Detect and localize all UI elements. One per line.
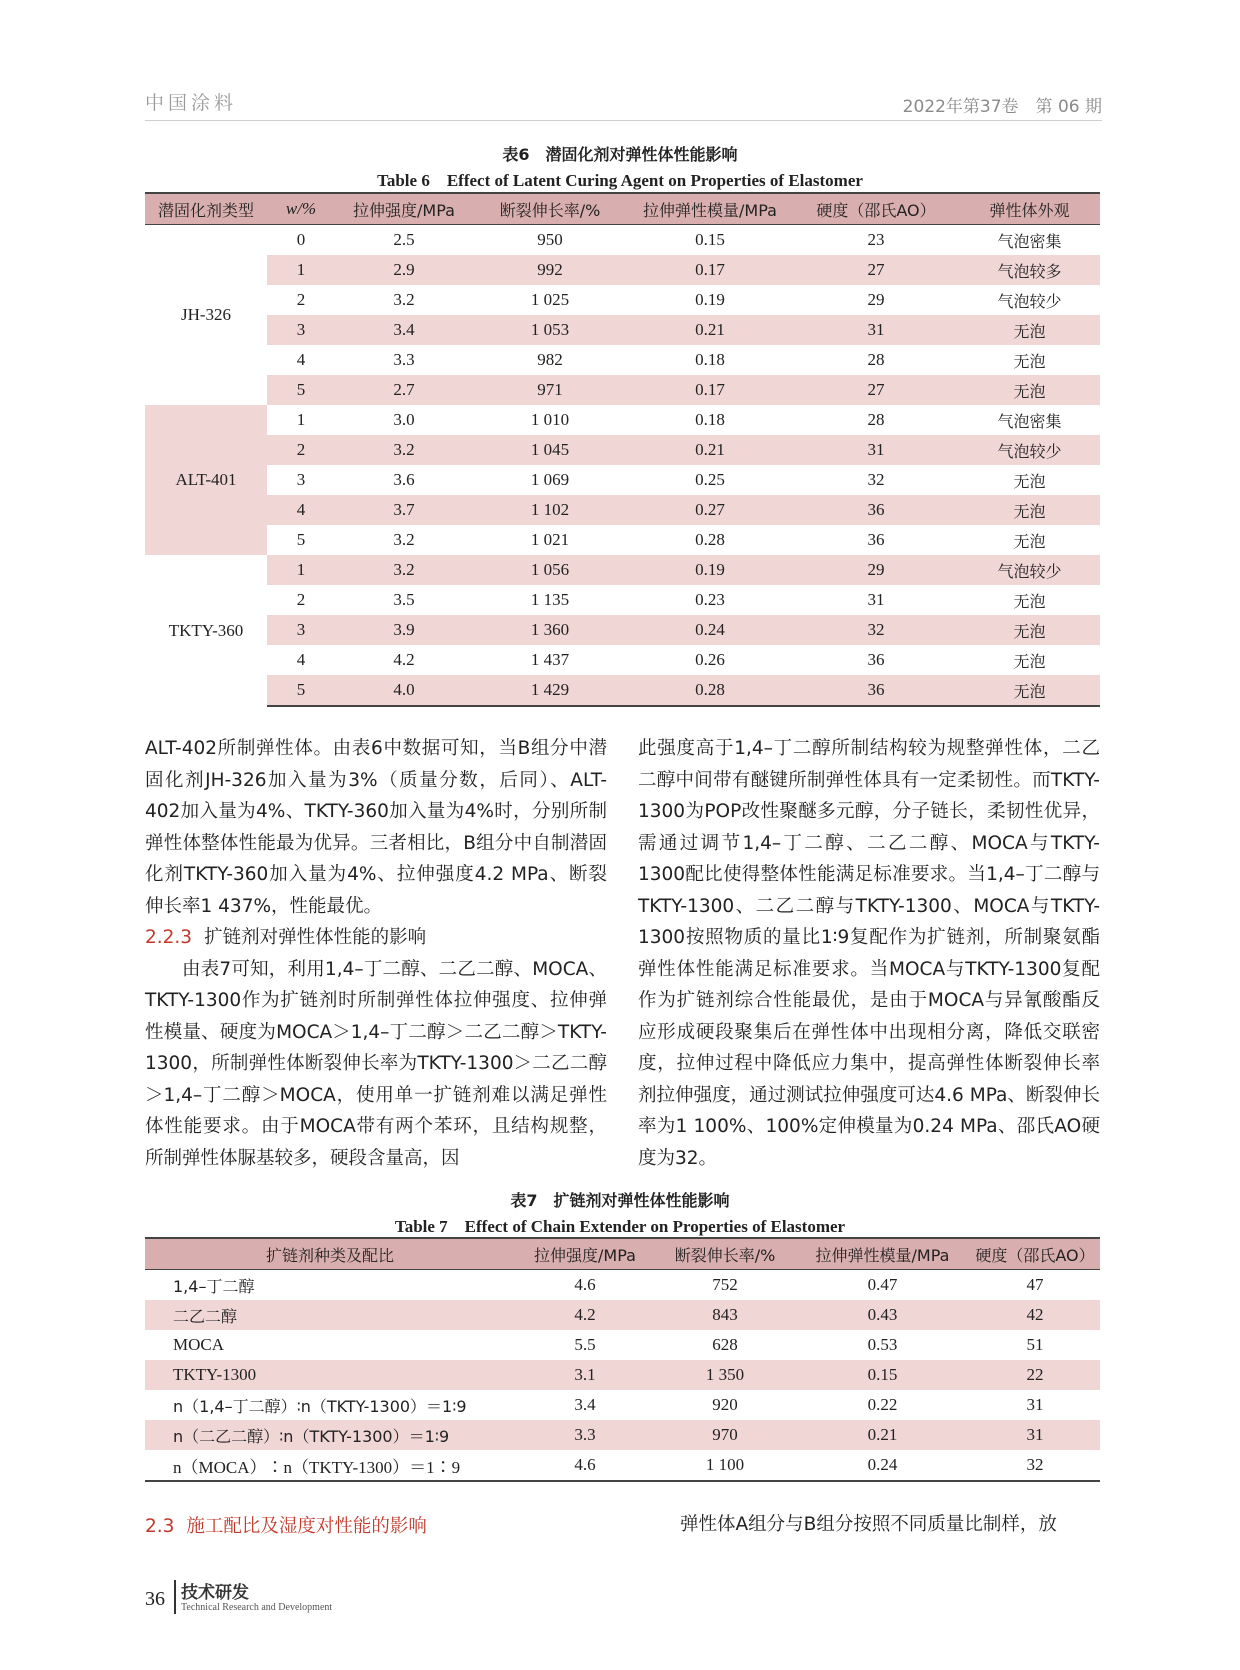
- table6-row: [145, 675, 1100, 706]
- table6-cell: 1 069: [530, 470, 570, 489]
- table6-cell: 3.2: [393, 290, 415, 309]
- table6-cell: 气泡密集: [997, 411, 1062, 431]
- journal-name: 中国涂料: [145, 92, 238, 114]
- table6-cell: 1 045: [473, 435, 627, 465]
- table6-header-6: 弹性体外观: [959, 193, 1100, 225]
- table6-row: [145, 465, 1100, 495]
- table6-cell: 31: [793, 315, 959, 345]
- table7-row: [145, 1450, 1100, 1481]
- table6-caption-cn: 表6 潜固化剂对弹性体性能影响: [502, 145, 738, 164]
- table7-header-0: 扩链剂种类及配比: [145, 1238, 515, 1270]
- table6-cell: 0.15: [695, 230, 725, 249]
- table7-cell: 0.53: [867, 1335, 898, 1354]
- table6-row: [145, 375, 1100, 405]
- table7-extender-cell: n（MOCA）∶n（TKTY-1300）＝1∶9: [145, 1450, 515, 1481]
- table6-cell: 0.26: [695, 650, 725, 669]
- table6-cell: 4: [296, 350, 306, 369]
- table6-row: [145, 255, 1100, 285]
- table6-cell: 气泡密集: [997, 231, 1062, 251]
- table6-cell: 气泡较少: [997, 291, 1062, 311]
- table6-cell: 3: [296, 470, 306, 489]
- table6-cell: 4.0: [335, 675, 473, 706]
- table6-cell: 28: [867, 350, 885, 369]
- table6-cell: 1 056: [473, 555, 627, 585]
- table6-cell: 气泡较多: [959, 255, 1100, 285]
- table6-cell: 0.28: [627, 675, 793, 706]
- table7-extender-cell: TKTY-1300: [145, 1360, 515, 1390]
- table6-cell: 1 021: [530, 530, 570, 549]
- page-number: 36: [145, 1588, 165, 1610]
- table7-cell: 0.15: [795, 1360, 970, 1390]
- table6-cell: 气泡较少: [959, 435, 1100, 465]
- table6-cell: 0.21: [627, 435, 793, 465]
- table7-extender-cell: MOCA: [173, 1335, 225, 1354]
- table6-cell: 3.7: [335, 495, 473, 525]
- table6-cell: 1 053: [473, 315, 627, 345]
- table6-cell: 1: [267, 255, 335, 285]
- table6-cell: 1 102: [473, 495, 627, 525]
- table6-cell: 27: [793, 375, 959, 405]
- table6-cell: 950: [537, 230, 563, 249]
- table7-row: [145, 1300, 1100, 1330]
- table6-cell: 0.27: [627, 495, 793, 525]
- table7-header-3: 拉伸弹性模量/MPa: [795, 1238, 970, 1270]
- table7-extender-cell: 二乙二醇: [145, 1300, 515, 1330]
- table6-cell: 3.2: [335, 555, 473, 585]
- right-column: [638, 733, 1100, 1174]
- table6-row: [145, 555, 1100, 585]
- table6-cell: 0.24: [627, 615, 793, 645]
- table6-cell: 0.17: [627, 255, 793, 285]
- table6-row: [145, 225, 1100, 256]
- table7-cell: 1 350: [655, 1360, 795, 1390]
- table6-cell: 1 025: [530, 290, 570, 309]
- table6-cell: 3.6: [393, 470, 415, 489]
- table6-cell: 0: [296, 230, 306, 249]
- table6-cell: 982: [537, 350, 563, 369]
- table7-cell: 0.22: [867, 1395, 898, 1414]
- table6-group-name: ALT-401: [145, 405, 267, 555]
- table6-header-2: 拉伸强度/MPa: [335, 193, 473, 225]
- table7-cell: 4.6: [515, 1450, 655, 1481]
- table6-cell: 971: [473, 375, 627, 405]
- table6-row: [145, 345, 1100, 375]
- table7-cell: 42: [970, 1300, 1100, 1330]
- issue-info: 2022年第37卷 第 06 期: [902, 97, 1102, 117]
- table6-row: [145, 405, 1100, 435]
- table7-cell: 47: [1026, 1275, 1044, 1294]
- section-heading-2-3: [145, 1512, 427, 1538]
- table6-caption-en: Table 6 Effect of Latent Curing Agent on Properties of Elastomer: [377, 171, 863, 190]
- table6-cell: 0.25: [695, 470, 725, 489]
- table6-cell: 无泡: [959, 675, 1100, 706]
- table6-group-name: TKTY-360: [145, 555, 267, 706]
- table6-row: [145, 495, 1100, 525]
- table6-cell: 1 429: [473, 675, 627, 706]
- table6-cell: 1 360: [473, 615, 627, 645]
- table6-row: [145, 615, 1100, 645]
- table6-cell: 0.28: [695, 530, 725, 549]
- table7-row: [145, 1360, 1100, 1390]
- table6-cell: 1 010: [530, 410, 570, 429]
- table6-header-3: 断裂伸长率/%: [473, 193, 627, 225]
- table7-row: [145, 1390, 1100, 1420]
- table6-cell: 0.19: [695, 290, 725, 309]
- table6-cell: 无泡: [959, 315, 1100, 345]
- table7-cell: 0.43: [795, 1300, 970, 1330]
- table6-cell: 3.0: [393, 410, 415, 429]
- table7-cell: 3.3: [515, 1420, 655, 1450]
- table7-cell: 3.4: [574, 1395, 596, 1414]
- table6-cell: 无泡: [959, 495, 1100, 525]
- table6-cell: 无泡: [1013, 351, 1046, 371]
- table6-cell: 29: [867, 290, 885, 309]
- table6-cell: 4: [267, 495, 335, 525]
- table6-cell: 无泡: [1013, 651, 1046, 671]
- table6-cell: 0.21: [627, 315, 793, 345]
- table7-row: [145, 1420, 1100, 1450]
- table6-cell: 无泡: [1013, 591, 1046, 611]
- table6-cell: 4.2: [393, 650, 415, 669]
- table6-cell: 3.5: [393, 590, 415, 609]
- table6-row: [145, 645, 1100, 675]
- table6-cell: 0.18: [695, 410, 725, 429]
- table7-cell: 1 100: [655, 1450, 795, 1481]
- table6-cell: 0.17: [627, 375, 793, 405]
- table7-cell: 31: [970, 1420, 1100, 1450]
- table6-cell: 0.23: [695, 590, 725, 609]
- table7-cell: 920: [712, 1395, 738, 1414]
- table6-cell: 2: [296, 590, 306, 609]
- table6-row: [145, 285, 1100, 315]
- table6-header-5: 硬度（邵氏AO）: [793, 193, 959, 225]
- table6-cell: 无泡: [1013, 531, 1046, 551]
- table6-cell: 1: [296, 410, 306, 429]
- section-number: 2.2.3: [145, 927, 193, 948]
- table6-cell: 3: [267, 615, 335, 645]
- table7-cell: 628: [712, 1335, 738, 1354]
- section-number: 2.3: [145, 1516, 175, 1537]
- table7-cell: 752: [712, 1275, 738, 1294]
- table7-caption-en: Table 7 Effect of Chain Extender on Properties of Elastomer: [394, 1217, 846, 1236]
- table7-cell: 3.1: [515, 1360, 655, 1390]
- table7-header-1: 拉伸强度/MPa: [515, 1238, 655, 1270]
- table6-cell: 3.9: [335, 615, 473, 645]
- table7-cell: 32: [970, 1450, 1100, 1481]
- table6-cell: 1: [267, 555, 335, 585]
- table6-cell: 3.4: [335, 315, 473, 345]
- table6-row: [145, 435, 1100, 465]
- left-paragraph-1: ALT-402所制弹性体。由表6中数据可知，当B组分中潜固化剂JH-326加入量为3%（质量分数，后同）、ALT-402加入量为4%、TKTY-360加入量为4%时，分别所制弹性体整体性能最为优异。三者相比，B组分中自制潜固化剂TKTY-360加入量为4%、拉伸强度4.2 MPa、断裂伸长率1 437%，性能最优。: [145, 738, 607, 917]
- table7-cell: 31: [1026, 1395, 1044, 1414]
- table6-row: [145, 525, 1100, 555]
- table6-cell: 992: [473, 255, 627, 285]
- table6-cell: 4: [296, 650, 306, 669]
- table6-header-1: w/%: [267, 193, 335, 225]
- table7-header-4: 硬度（邵氏AO）: [970, 1238, 1100, 1270]
- table6-cell: 2.9: [335, 255, 473, 285]
- table7-cell: 0.47: [867, 1275, 898, 1294]
- table6-cell: 36: [867, 650, 885, 669]
- table7-extender-cell: n（二乙二醇）∶n（TKTY-1300）＝1∶9: [145, 1420, 515, 1450]
- section-title: 施工配比及湿度对性能的影响: [186, 1516, 427, 1537]
- footer-divider: [174, 1580, 176, 1614]
- table6-cell: 29: [793, 555, 959, 585]
- table6-cell: 3.3: [393, 350, 415, 369]
- table6-cell: 无泡: [1013, 471, 1046, 491]
- header-divider: [145, 120, 1102, 121]
- table6-cell: 1 135: [530, 590, 570, 609]
- table6-cell: 气泡较少: [959, 555, 1100, 585]
- table6-cell: 3.2: [335, 435, 473, 465]
- table6-cell: 36: [793, 675, 959, 706]
- table6-cell: 0.18: [695, 350, 725, 369]
- table6-cell: 31: [793, 435, 959, 465]
- table7-cell: 22: [970, 1360, 1100, 1390]
- table6-header-4: 拉伸弹性模量/MPa: [627, 193, 793, 225]
- table6-cell: 27: [793, 255, 959, 285]
- table6-header-0: 潜固化剂类型: [145, 193, 267, 225]
- table6-cell: 5: [296, 530, 306, 549]
- table6-cell: 36: [793, 495, 959, 525]
- table7-caption-cn: 表7 扩链剂对弹性体性能影响: [510, 1191, 730, 1210]
- table6: [145, 192, 1100, 707]
- table6-group-name: JH-326: [145, 225, 267, 406]
- right-column-continuation: 弹性体A组分与B组分按照不同质量比制样，放: [680, 1514, 1057, 1535]
- table7-cell: 0.21: [795, 1420, 970, 1450]
- table6-cell: 3: [267, 315, 335, 345]
- table7-row: [145, 1330, 1100, 1360]
- section-heading-2-2-3: [145, 922, 607, 954]
- table6-cell: 28: [867, 410, 885, 429]
- footer-section-en: Technical Research and Development: [181, 1602, 333, 1613]
- footer-section-cn: 技术研发: [181, 1583, 249, 1603]
- table6-cell: 无泡: [959, 375, 1100, 405]
- table7: [145, 1237, 1100, 1482]
- table7-cell: 970: [655, 1420, 795, 1450]
- table7-extender-cell: 1,4–丁二醇: [173, 1276, 255, 1296]
- table6-row: [145, 315, 1100, 345]
- table6-cell: 32: [793, 615, 959, 645]
- table6-cell: 2: [296, 290, 306, 309]
- table7-cell: 4.6: [574, 1275, 596, 1294]
- table6-cell: 32: [867, 470, 885, 489]
- table6-cell: 0.19: [627, 555, 793, 585]
- table6-cell: 3.2: [393, 530, 415, 549]
- table6-row: [145, 585, 1100, 615]
- table7-extender-cell: n（1,4–丁二醇）∶n（TKTY-1300）＝1∶9: [173, 1396, 467, 1416]
- table6-cell: 23: [867, 230, 885, 249]
- table6-cell: 31: [867, 590, 885, 609]
- left-column: [145, 733, 607, 1174]
- table7-cell: 5.5: [574, 1335, 596, 1354]
- left-paragraph-2: 由表7可知，利用1,4–丁二醇、二乙二醇、MOCA、TKTY-1300作为扩链剂时所制弹性体拉伸强度、拉伸弹性模量、硬度为MOCA＞1,4–丁二醇＞二乙二醇＞TKTY-1300，所制弹性体断裂伸长率为TKTY-1300＞二乙二醇＞1,4–丁二醇＞MOCA，使用单一扩链剂难以满足弹性体性能要求。由于MOCA带有两个苯环，且结构规整，所制弹性体脲基较多，硬段含量高，因: [145, 958, 607, 1169]
- section-title: 扩链剂对弹性体性能的影响: [204, 927, 427, 948]
- table6-cell: 5: [267, 375, 335, 405]
- table6-cell: 2: [267, 435, 335, 465]
- table7-cell: 0.24: [795, 1450, 970, 1481]
- table7-row: [145, 1270, 1100, 1301]
- table7-cell: 4.2: [515, 1300, 655, 1330]
- table6-cell: 2.7: [335, 375, 473, 405]
- table6-cell: 无泡: [959, 615, 1100, 645]
- table6-cell: 36: [867, 530, 885, 549]
- table6-cell: 2.5: [393, 230, 415, 249]
- table7-cell: 843: [655, 1300, 795, 1330]
- table7-header-2: 断裂伸长率/%: [655, 1238, 795, 1270]
- right-paragraph-1: 此强度高于1,4–丁二醇所制结构较为规整弹性体，二乙二醇中间带有醚键所制弹性体具有一定柔韧性。而TKTY-1300为POP改性聚醚多元醇，分子链长，柔韧性优异，需通过调节1,4–丁二醇、二乙二醇、MOCA与TKTY-1300配比使得整体性能满足标准要求。当1,4–丁二醇与TKTY-1300、二乙二醇与TKTY-1300、MOCA与TKTY-1300按照物质的量比1∶9复配作为扩链剂，所制聚氨酯弹性体性能满足标准要求。当MOCA与TKTY-1300复配作为扩链剂综合性能最优，是由于MOCA与异氰酸酯反应形成硬段聚集后在弹性体中出现相分离，降低交联密度，拉伸过程中降低应力集中，提高弹性体断裂伸长率剂拉伸强度，通过测试拉伸强度可达4.6 MPa、断裂伸长率为1 100%、100%定伸模量为0.24 MPa、邵氏AO硬度为32。: [638, 738, 1100, 1169]
- table7-cell: 51: [1026, 1335, 1044, 1354]
- table6-cell: 5: [267, 675, 335, 706]
- table6-cell: 1 437: [530, 650, 570, 669]
